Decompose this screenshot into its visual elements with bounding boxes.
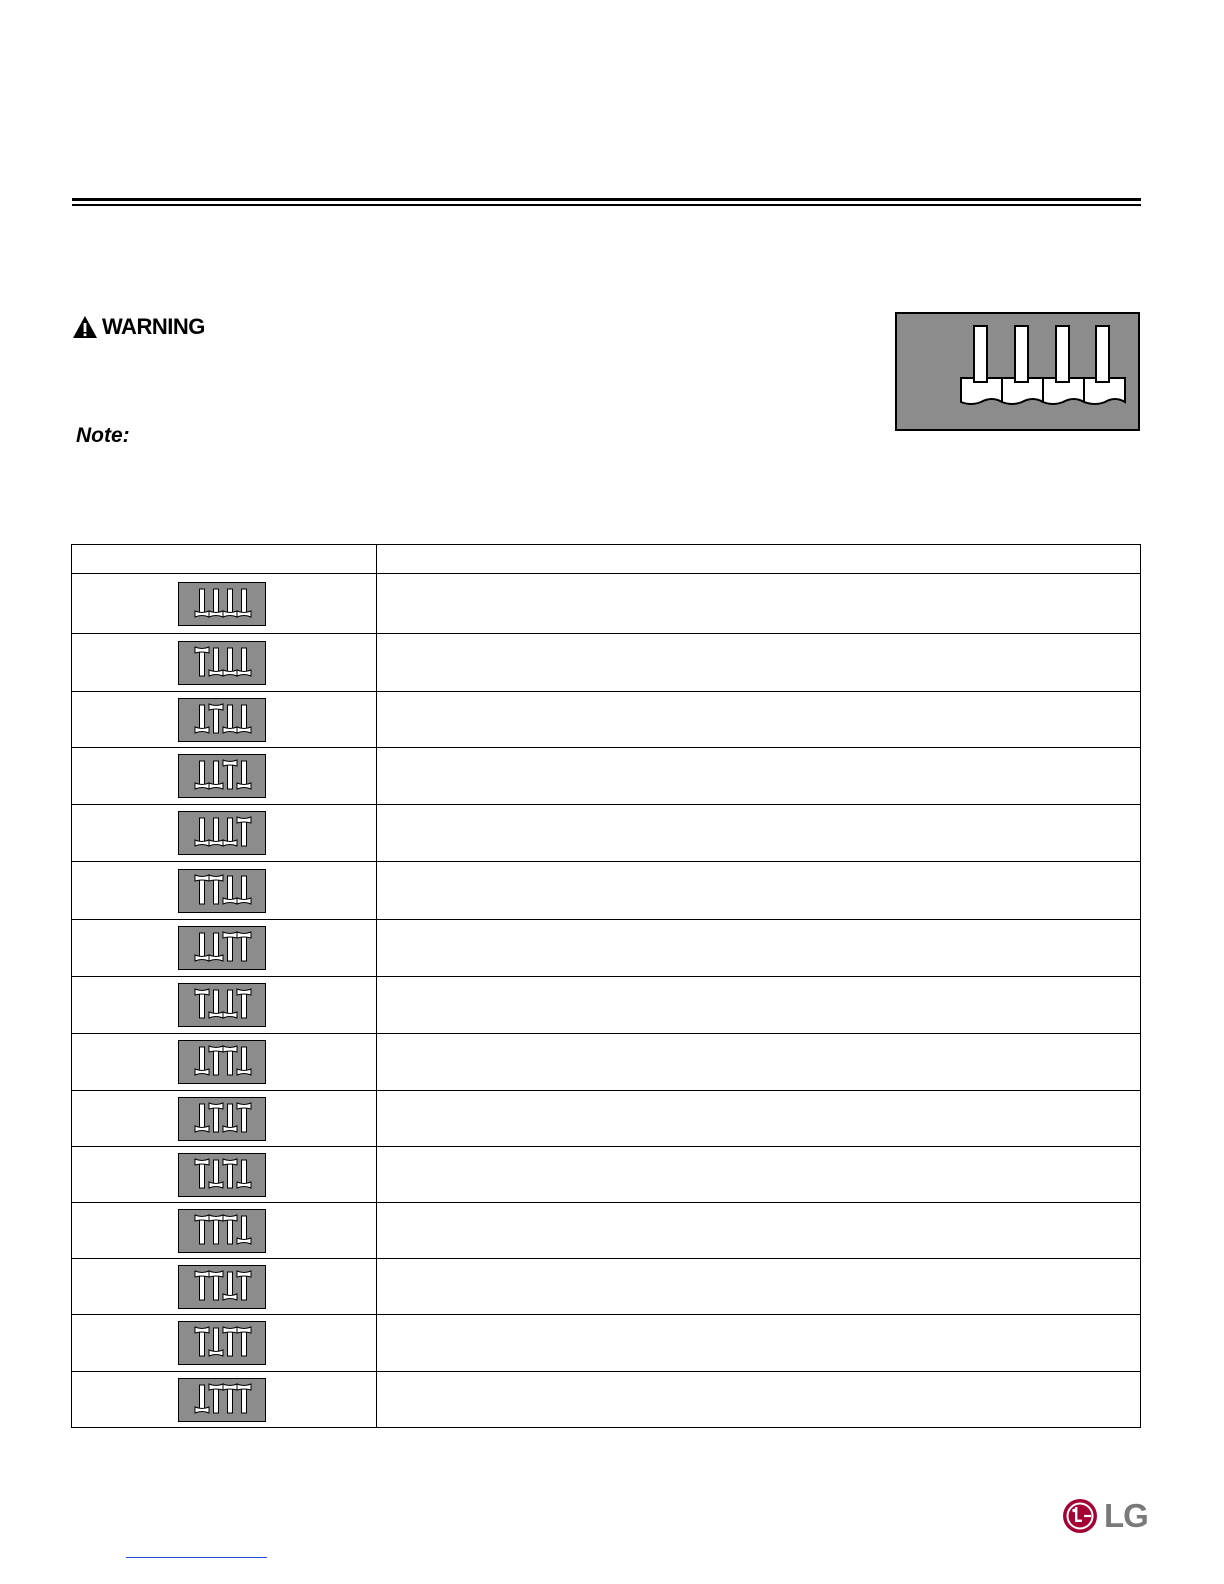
warning-triangle-icon bbox=[72, 315, 98, 339]
dip-switch-setting bbox=[178, 698, 266, 742]
dip-switch-cell bbox=[72, 748, 377, 805]
dip-switch-cell bbox=[72, 1091, 377, 1147]
table-row bbox=[72, 977, 1141, 1034]
description-cell bbox=[377, 805, 1141, 862]
switch-down-icon bbox=[209, 589, 223, 617]
dip-switch-cell bbox=[72, 1259, 377, 1315]
switch-down-icon bbox=[209, 761, 223, 789]
switch-down-icon bbox=[195, 1385, 209, 1413]
dip-switch-graphic bbox=[179, 812, 264, 853]
switch-up-icon bbox=[223, 1159, 237, 1188]
dip-switch-illustration bbox=[895, 312, 1140, 431]
lg-logo-text: LG bbox=[1104, 1497, 1148, 1534]
dip-switch-setting bbox=[178, 582, 266, 626]
switch-down-icon bbox=[209, 1328, 223, 1356]
switch-down-icon bbox=[237, 1047, 251, 1075]
table-header-cell-description bbox=[377, 545, 1141, 574]
warning-label: WARNING bbox=[102, 314, 205, 339]
table-row bbox=[72, 1372, 1141, 1428]
table-row bbox=[72, 1315, 1141, 1372]
switch-down-icon bbox=[223, 589, 237, 617]
dip-switch-graphic bbox=[179, 1266, 264, 1307]
switch-up-icon bbox=[223, 1215, 237, 1244]
lg-face-icon bbox=[1062, 1498, 1098, 1534]
header-rule-bottom bbox=[72, 204, 1141, 206]
dip-switch-cell bbox=[72, 805, 377, 862]
dip-switch-graphic bbox=[179, 1322, 264, 1363]
switch-up-icon bbox=[209, 1271, 223, 1300]
dip-switch-cell bbox=[72, 634, 377, 692]
description-cell bbox=[377, 862, 1141, 920]
dip-switch-setting bbox=[178, 983, 266, 1027]
description-cell bbox=[377, 634, 1141, 692]
table-row bbox=[72, 1091, 1141, 1147]
warning-heading bbox=[72, 314, 205, 340]
description-cell bbox=[377, 692, 1141, 748]
switch-up-icon bbox=[223, 760, 237, 789]
description-cell bbox=[377, 1259, 1141, 1315]
dip-switch-setting bbox=[178, 1153, 266, 1197]
switch-down-icon bbox=[195, 1104, 209, 1132]
table-row bbox=[72, 920, 1141, 977]
switch-up-icon bbox=[209, 1103, 223, 1132]
dip-switch-graphic bbox=[179, 1041, 264, 1082]
dip-switch-cell bbox=[72, 1034, 377, 1091]
switch-down-icon bbox=[223, 990, 237, 1018]
switch-down-icon bbox=[223, 1104, 237, 1132]
description-cell bbox=[377, 1315, 1141, 1372]
table-row bbox=[72, 1147, 1141, 1203]
switch-down-icon bbox=[209, 1160, 223, 1188]
switch-up-icon bbox=[209, 875, 223, 904]
switch-up-icon bbox=[223, 1046, 237, 1075]
dip-switch-graphic bbox=[179, 870, 264, 911]
switch-down-icon bbox=[195, 818, 209, 846]
switch-up-icon bbox=[195, 989, 209, 1018]
switch-up-icon bbox=[237, 1103, 251, 1132]
switch-up-icon bbox=[237, 989, 251, 1018]
switch-up-icon bbox=[195, 1215, 209, 1244]
dip-switch-cell bbox=[72, 574, 377, 634]
switch-up-icon bbox=[237, 817, 251, 846]
dip-switch-graphic bbox=[179, 755, 264, 796]
dip-switch-cell bbox=[72, 1203, 377, 1259]
switch-down-icon bbox=[237, 761, 251, 789]
table-body bbox=[72, 574, 1141, 1428]
switch-up-icon bbox=[209, 704, 223, 733]
switch-down-icon bbox=[209, 933, 223, 961]
description-cell bbox=[377, 1091, 1141, 1147]
dip-switch-cell bbox=[72, 862, 377, 920]
table-row bbox=[72, 574, 1141, 634]
switch-up-icon bbox=[195, 1327, 209, 1356]
description-cell bbox=[377, 748, 1141, 805]
dip-switch-setting bbox=[178, 1265, 266, 1309]
table-row bbox=[72, 1203, 1141, 1259]
table-row bbox=[72, 634, 1141, 692]
switch-down-icon bbox=[237, 1160, 251, 1188]
switch-up-icon bbox=[223, 932, 237, 961]
switch-up-icon bbox=[195, 875, 209, 904]
switch-up-icon bbox=[195, 1159, 209, 1188]
switch-down-icon bbox=[237, 876, 251, 904]
dip-switch-graphic bbox=[179, 583, 264, 624]
switch-up-icon bbox=[195, 647, 209, 676]
table-header-cell-switch bbox=[72, 545, 377, 574]
dip-switch-graphic bbox=[179, 1098, 264, 1139]
dip-switch-setting bbox=[178, 1378, 266, 1422]
dip-switch-setting bbox=[178, 869, 266, 913]
description-cell bbox=[377, 977, 1141, 1034]
switch-down-icon bbox=[195, 933, 209, 961]
switch-down-icon bbox=[195, 589, 209, 617]
table-row bbox=[72, 1259, 1141, 1315]
switch-up-icon bbox=[237, 1327, 251, 1356]
switch-down-icon bbox=[237, 1216, 251, 1244]
switch-down-icon bbox=[223, 705, 237, 733]
switch-down-icon bbox=[209, 648, 223, 676]
description-cell bbox=[377, 1034, 1141, 1091]
description-cell bbox=[377, 1372, 1141, 1428]
table-row bbox=[72, 748, 1141, 805]
dip-switch-graphic bbox=[179, 699, 264, 740]
dip-switch-graphic bbox=[179, 927, 264, 968]
switch-down-icon bbox=[223, 818, 237, 846]
table-header-row bbox=[72, 545, 1141, 574]
switch-down-icon bbox=[209, 818, 223, 846]
switch-down-icon bbox=[237, 589, 251, 617]
switch-up-icon bbox=[237, 1271, 251, 1300]
dip-switch-graphic bbox=[179, 1379, 264, 1420]
switch-up-icon bbox=[237, 1384, 251, 1413]
dip-switch-setting bbox=[178, 926, 266, 970]
switch-down-icon bbox=[237, 705, 251, 733]
footer-link-underline[interactable] bbox=[126, 1557, 267, 1558]
switch-down-icon bbox=[223, 648, 237, 676]
table-row bbox=[72, 862, 1141, 920]
dip-switch-graphic bbox=[179, 1154, 264, 1195]
switch-up-icon bbox=[195, 1271, 209, 1300]
switch-down-icon bbox=[209, 990, 223, 1018]
dip-switch-setting bbox=[178, 1321, 266, 1365]
dip-switch-cell bbox=[72, 1372, 377, 1428]
description-cell bbox=[377, 1147, 1141, 1203]
dip-switch-setting bbox=[178, 641, 266, 685]
dip-switch-cell bbox=[72, 1315, 377, 1372]
switch-down-icon bbox=[195, 705, 209, 733]
description-cell bbox=[377, 1203, 1141, 1259]
dip-switch-graphic bbox=[179, 642, 264, 683]
dip-switch-setting bbox=[178, 1097, 266, 1141]
header-rule-top bbox=[72, 198, 1141, 201]
dip-switch-setting bbox=[178, 754, 266, 798]
table-row bbox=[72, 692, 1141, 748]
dip-switch-cell bbox=[72, 1147, 377, 1203]
table-row bbox=[72, 805, 1141, 862]
description-cell bbox=[377, 574, 1141, 634]
dip-switch-setting bbox=[178, 1040, 266, 1084]
dip-switch-settings-table bbox=[71, 544, 1141, 1428]
dip-switch-setting bbox=[178, 811, 266, 855]
switch-up-icon bbox=[223, 1384, 237, 1413]
dip-switch-cell bbox=[72, 977, 377, 1034]
table-row bbox=[72, 1034, 1141, 1091]
switch-down-icon bbox=[195, 1047, 209, 1075]
dip-switch-cell bbox=[72, 920, 377, 977]
switch-up-icon bbox=[237, 932, 251, 961]
switch-up-icon bbox=[223, 1327, 237, 1356]
description-cell bbox=[377, 920, 1141, 977]
lg-logo bbox=[1062, 1497, 1148, 1535]
switch-up-icon bbox=[209, 1384, 223, 1413]
dip-switch-graphic bbox=[179, 984, 264, 1025]
dip-switch-cell bbox=[72, 692, 377, 748]
dip-switch-setting bbox=[178, 1209, 266, 1253]
dip-switch-graphic bbox=[179, 1210, 264, 1251]
note-label: Note: bbox=[76, 424, 130, 447]
switch-down-icon bbox=[223, 876, 237, 904]
switch-down-icon bbox=[195, 761, 209, 789]
switch-up-icon bbox=[209, 1215, 223, 1244]
dip-switch-large-graphic bbox=[897, 314, 1138, 429]
switch-down-icon bbox=[223, 1272, 237, 1300]
switch-down-icon bbox=[237, 648, 251, 676]
switch-up-icon bbox=[209, 1046, 223, 1075]
